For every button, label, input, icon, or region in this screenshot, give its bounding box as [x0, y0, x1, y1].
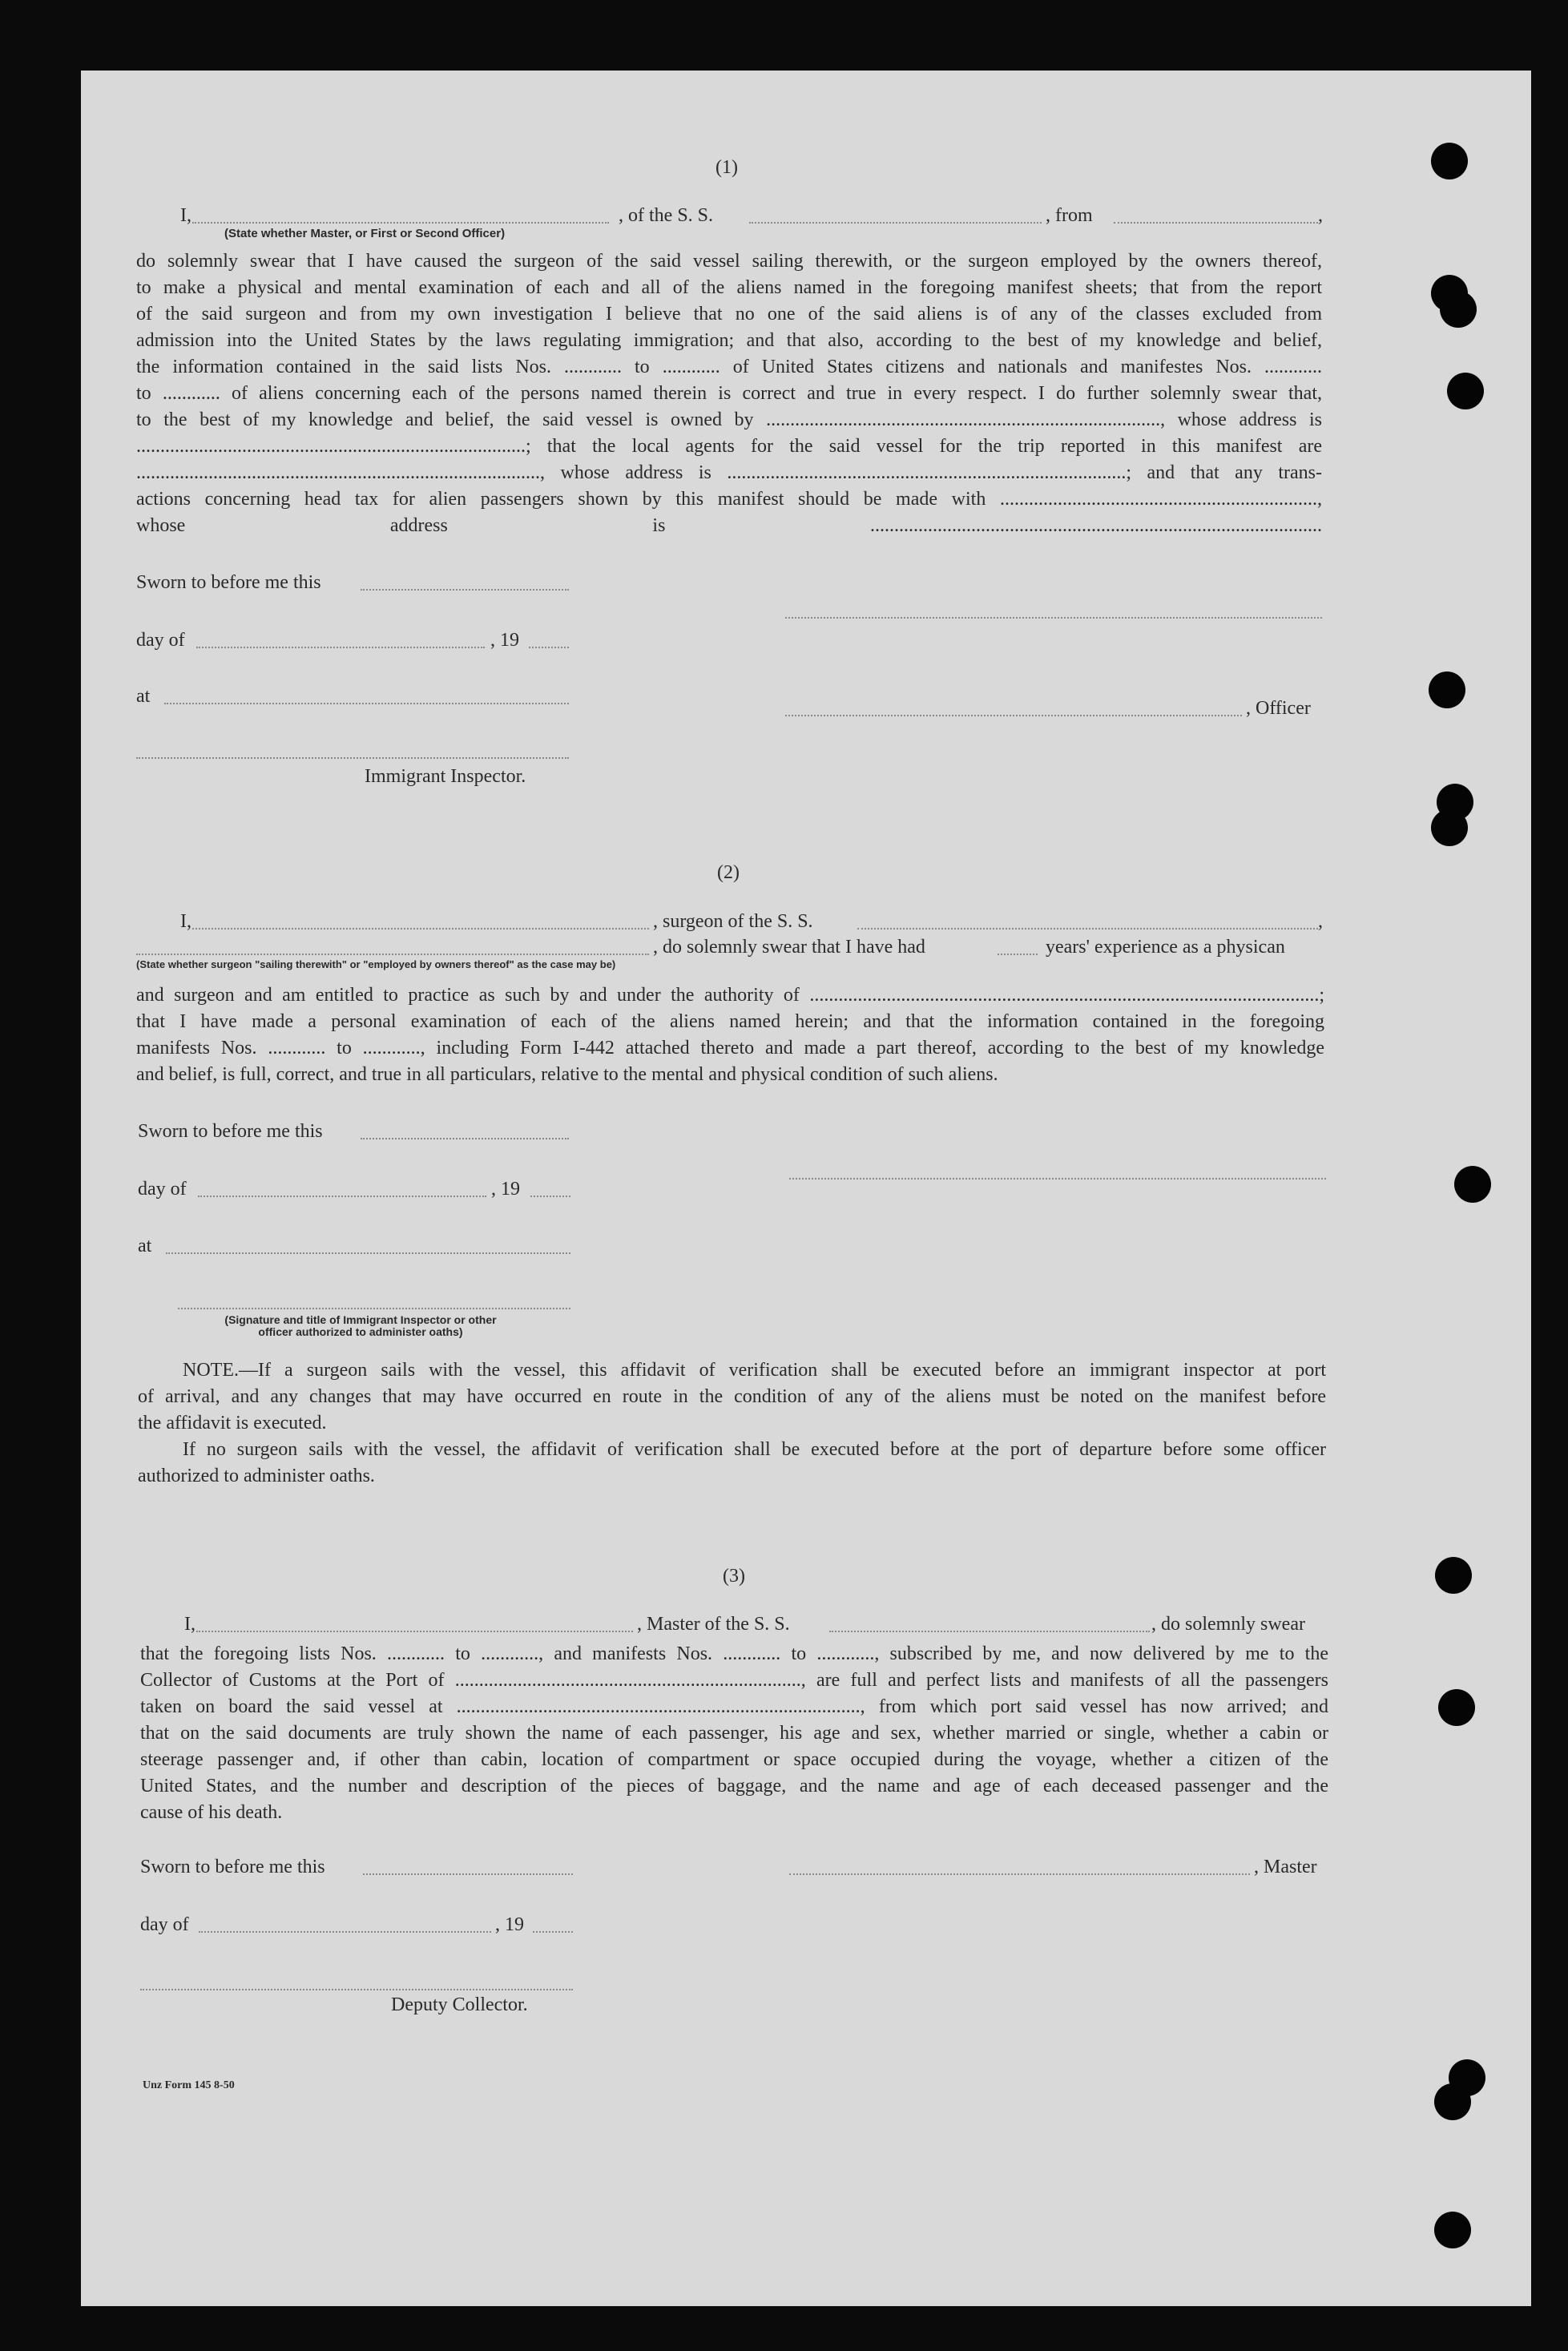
- s3-vessel-field[interactable]: [829, 1631, 1150, 1632]
- section-2-number: (2): [717, 862, 740, 883]
- s1-at-label: at: [136, 686, 151, 707]
- s1-at-field[interactable]: [164, 703, 569, 704]
- s3-collector-label: Deputy Collector.: [391, 1994, 528, 2015]
- s2-surgeon-of-label: , surgeon of the S. S.: [653, 911, 813, 932]
- s3-master-label: , Master: [1254, 1857, 1317, 1877]
- note-paragraph: NOTE.—If a surgeon sails with the vessel, this affidavit of verification shall be executed before an immigrant inspector at port of arrival, and any changes that may have occurred en route in the condition of any of the aliens must be noted on the manifest before the affidavit is executed. If no surgeon sails with the vessel, the affidavit of verification shall be executed before at the port of departure before some officer authorized to administer oaths.: [138, 1360, 1326, 1486]
- s2-years-label: years' experience as a physican: [1046, 937, 1285, 958]
- s2-at-field[interactable]: [166, 1252, 570, 1254]
- s1-from-field[interactable]: [1114, 222, 1318, 224]
- s2-comma: ,: [1318, 911, 1323, 932]
- section-3-number: (3): [723, 1566, 745, 1587]
- s2-surgeon-name-field[interactable]: [192, 928, 649, 930]
- s2-i-label: I,: [180, 911, 191, 932]
- s2-vessel-field[interactable]: [857, 928, 1318, 930]
- punch-hole: [1435, 1557, 1472, 1594]
- s2-year-label: , 19: [491, 1179, 520, 1200]
- s1-officer-hint: (State whether Master, or First or Second Officer): [224, 227, 506, 240]
- s3-day-label: day of: [140, 1914, 189, 1935]
- s1-year-field[interactable]: [529, 647, 569, 648]
- punch-hole: [1438, 1689, 1475, 1726]
- s1-inspector-field[interactable]: [136, 757, 569, 759]
- s3-i-label: I,: [184, 1614, 195, 1635]
- s1-day-label: day of: [136, 630, 185, 651]
- section-1-number: (1): [715, 157, 738, 178]
- s2-swear-label: , do solemnly swear that I have had: [653, 937, 925, 958]
- s1-of-ss-label: , of the S. S.: [619, 205, 714, 226]
- s3-day-field[interactable]: [199, 1931, 491, 1933]
- s3-master-name-field[interactable]: [196, 1631, 633, 1632]
- s2-inspector-hint: (Signature and title of Immigrant Inspector or other officer authorized to administer oaths): [224, 1313, 497, 1339]
- s1-vessel-field[interactable]: [749, 222, 1042, 224]
- punch-hole: [1434, 2212, 1471, 2248]
- punch-hole: [1429, 671, 1465, 708]
- s1-day-field[interactable]: [196, 647, 485, 648]
- s3-master-of-label: , Master of the S. S.: [637, 1614, 790, 1635]
- s1-period: ,: [1318, 205, 1323, 226]
- s2-sworn-label: Sworn to before me this: [138, 1121, 323, 1142]
- s2-status-hint: (State whether surgeon "sailing therewith" or "employed by owners thereof" as the case may be): [136, 958, 616, 970]
- s1-i-label: I,: [180, 205, 191, 226]
- s1-sworn-label: Sworn to before me this: [136, 572, 321, 593]
- s3-collector-signature-field[interactable]: [140, 1989, 573, 1990]
- s1-officer-field[interactable]: [192, 222, 609, 224]
- s2-signature-field[interactable]: [789, 1178, 1326, 1180]
- s2-inspector-signature-field[interactable]: [178, 1308, 570, 1309]
- punch-hole: [1434, 2083, 1471, 2120]
- s1-oath-paragraph: do solemnly swear that I have caused the surgeon of the said vessel sailing therewith, or the surgeon employed by the owners thereof, to make a physical and mental examination of each and all of the aliens named in the foregoing manifest sheets; that from the report of the said surgeon and from my own investigation I believe that no one of the said aliens is of any of the classes excluded from admission into the United States by the laws regulating immigration; and that also, according to the best of my knowledge and belief, the information contained in the said lists Nos. ............ to ............ of United States citizens and nationals and manifestes Nos. ............ to ............ of aliens concerning each of the persons named therein is correct and true in every respect. I do further solemnly swear that, to the best of my knowledge and belief, the said vessel is owned by .................................................................................., whose address is .................................................................................; that the local agents for the said vessel for the trip reported in this manifest are ...................................................................................., whose address is ...................................................................................; and that any trans- actions concerning head tax for alien passengers shown by this manifest should be made with .................................................................., whose address is ..............................................................................................: [136, 251, 1322, 536]
- s2-status-field[interactable]: [136, 954, 649, 955]
- s2-year-field[interactable]: [530, 1196, 570, 1197]
- s3-master-signature-field[interactable]: [789, 1873, 1250, 1875]
- punch-hole: [1431, 809, 1468, 846]
- s1-sworn-field[interactable]: [361, 589, 569, 591]
- s3-swear-label: , do solemnly swear: [1151, 1614, 1305, 1635]
- s1-officer-signature-field[interactable]: [785, 715, 1242, 716]
- s2-sworn-field[interactable]: [361, 1138, 569, 1139]
- punch-hole: [1440, 291, 1477, 328]
- s2-day-label: day of: [138, 1179, 187, 1200]
- s1-from-label: , from: [1046, 205, 1093, 226]
- s3-sworn-field[interactable]: [363, 1873, 573, 1875]
- s1-signature-field[interactable]: [785, 617, 1322, 619]
- s3-year-label: , 19: [495, 1914, 524, 1935]
- s2-day-field[interactable]: [198, 1196, 486, 1197]
- form-number: Unz Form 145 8-50: [143, 2079, 235, 2091]
- s1-inspector-label: Immigrant Inspector.: [365, 766, 526, 787]
- s2-oath-paragraph: and surgeon and am entitled to practice as such by and under the authority of ..........................................................................................................; that I have made a personal examination of each of the aliens named herein; and that the information contained in the foregoing manifests Nos. ............ to ............, including Form I-442 attached thereto and made a part thereof, according to the best of my knowledge and belief, is full, correct, and true in all particulars, relative to the mental and physical condition of such aliens.: [136, 985, 1324, 1085]
- s3-sworn-label: Sworn to before me this: [140, 1857, 325, 1877]
- s1-year-label: , 19: [490, 630, 519, 651]
- punch-hole: [1454, 1166, 1491, 1203]
- s3-oath-paragraph: that the foregoing lists Nos. ............ to ............, and manifests Nos. ............ to ............, subscribed by me, and now delivered by me to the Collector of Customs at the Port of ........................................................................, are full and perfect lists and manifests of all the passengers taken on board the said vessel at ...................................................................................., from which port said vessel has now arrived; and that on the said documents are truly shown the name of each passenger, his age and sex, whether married or single, whether a cabin or steerage passenger and, if other than cabin, location of compartment or space occupied during the voyage, whether a citizen of the United States, and the number and description of the pieces of baggage, and the name and age of each deceased passenger and the cause of his death.: [140, 1643, 1328, 1823]
- s1-officer-label: , Officer: [1246, 698, 1311, 719]
- s3-year-field[interactable]: [533, 1931, 573, 1933]
- punch-hole: [1431, 143, 1468, 179]
- punch-hole: [1447, 373, 1484, 409]
- s2-at-label: at: [138, 1236, 152, 1256]
- s2-years-field[interactable]: [998, 954, 1038, 955]
